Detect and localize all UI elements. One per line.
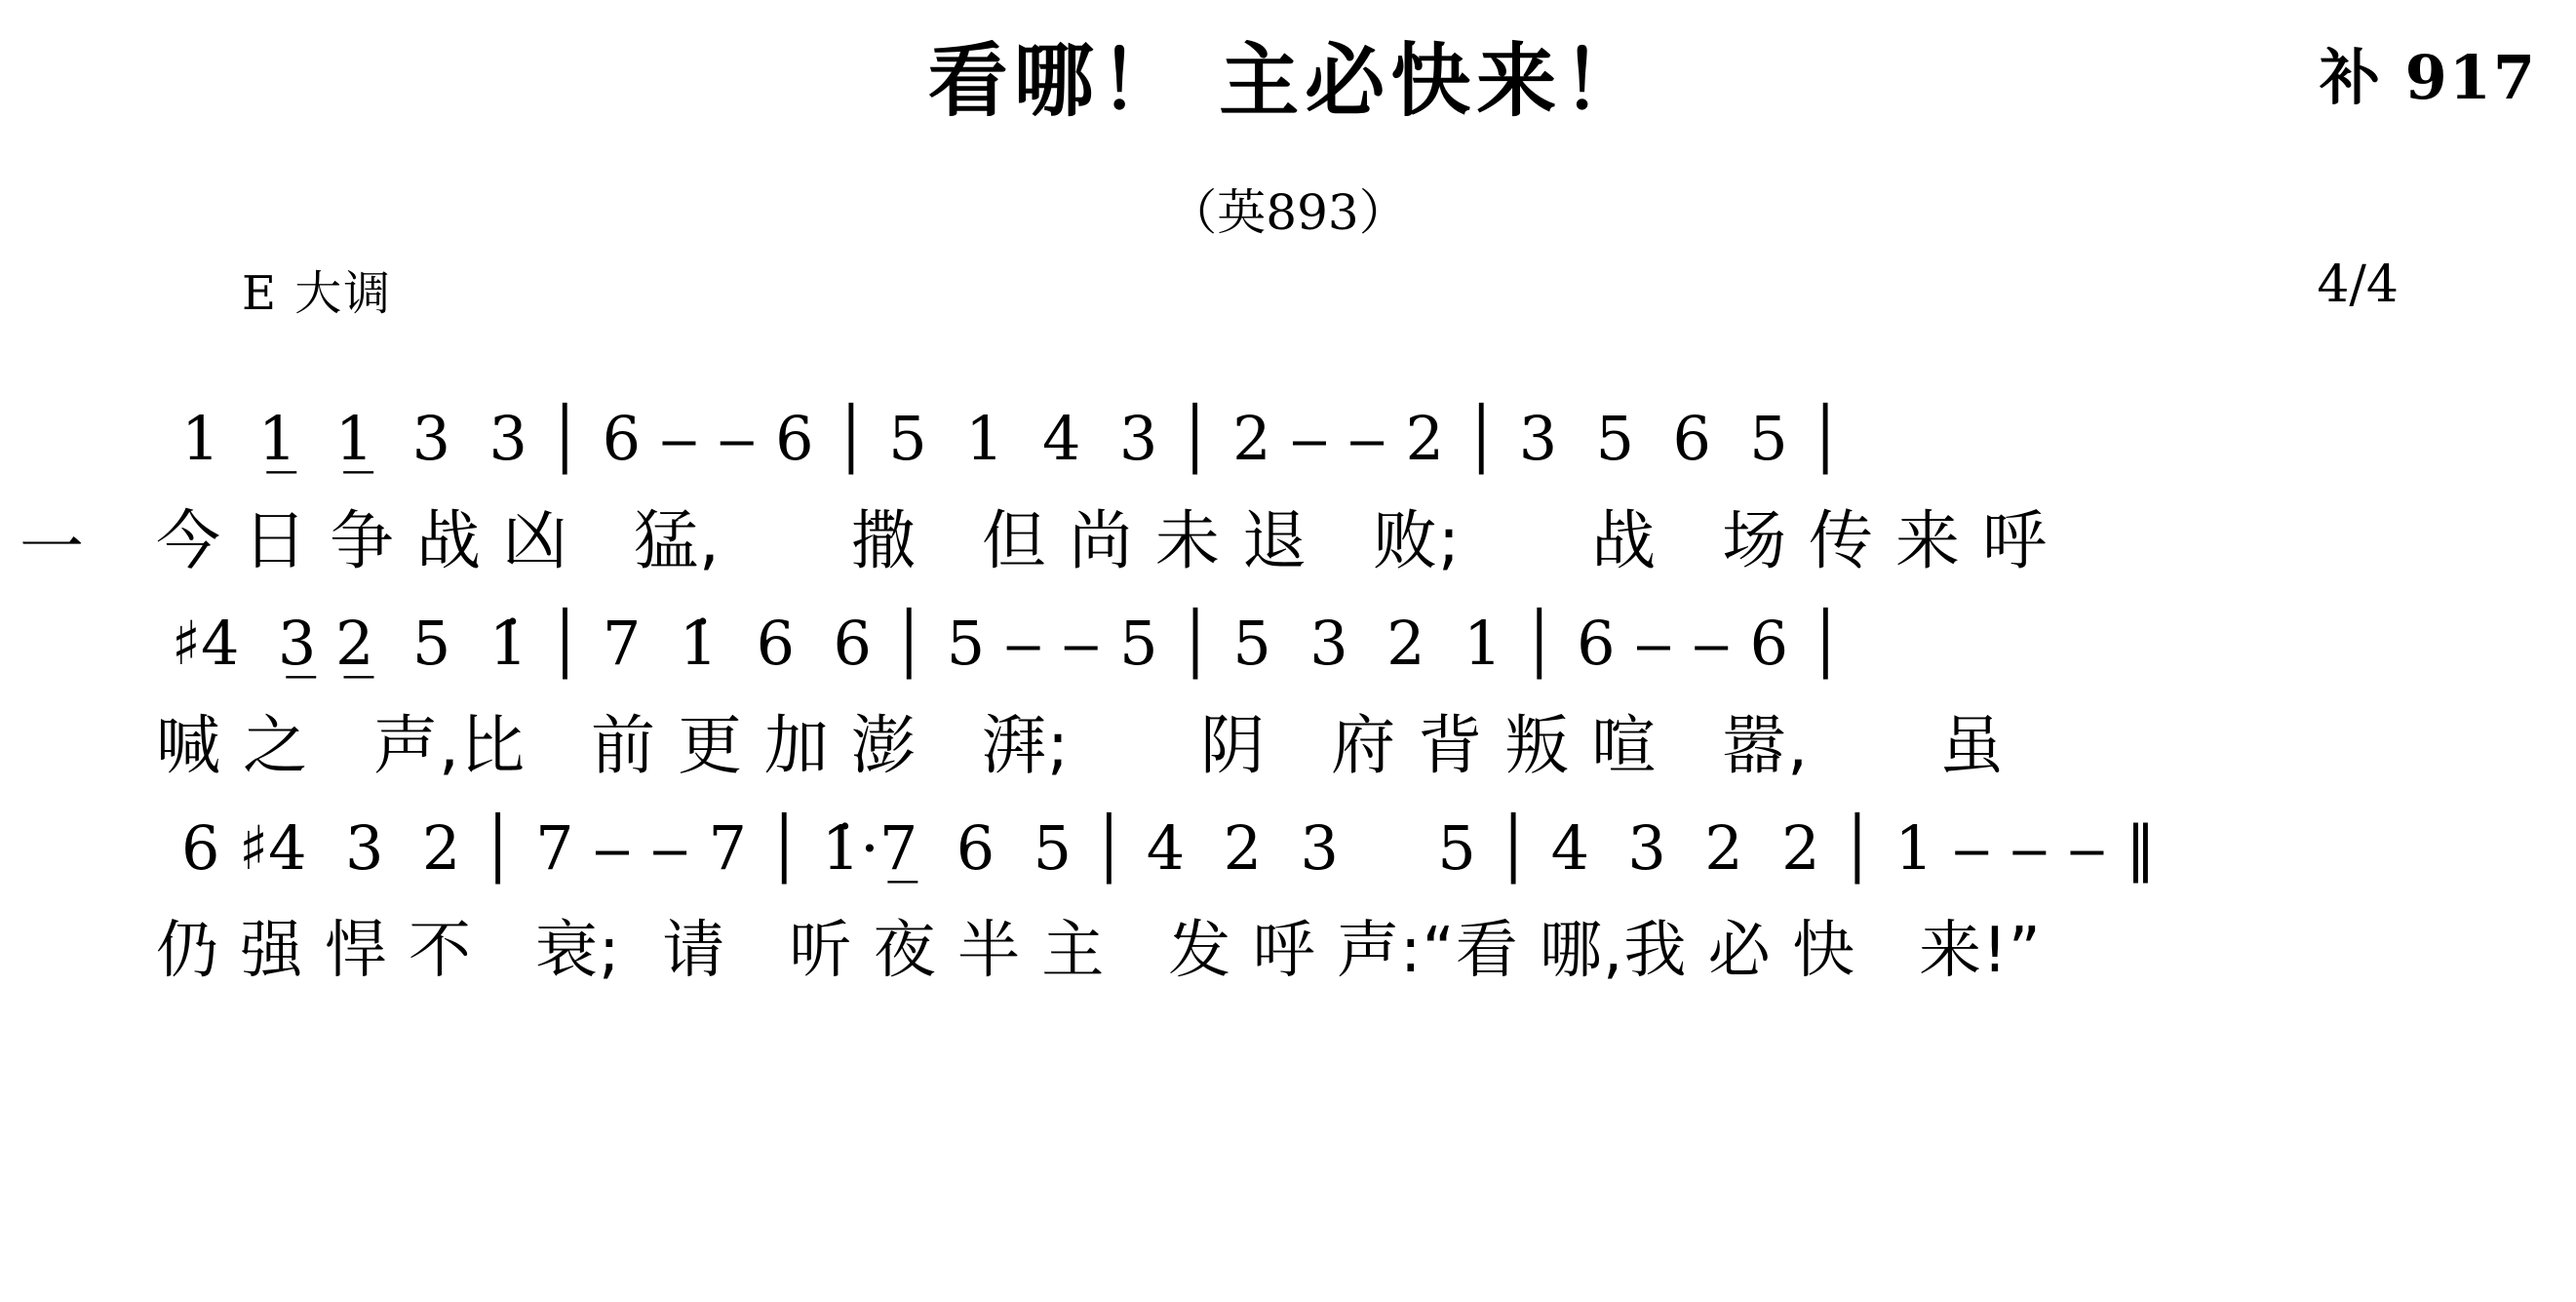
score-system: [0, 595, 2576, 800]
score-system: [0, 390, 2576, 595]
notation-line: 1 1̲ 1̲ 3 3 │ 6 ‒ ‒ 6 │ 5 1 4 3 │ 2 ‒ ‒ 2 │ 3 5 6 5 │: [181, 403, 1844, 474]
hymn-subtitle: （英893）: [1168, 184, 1408, 241]
score-system: [0, 800, 2576, 1005]
numbered-score: [0, 390, 2576, 1005]
stanza-number: 一: [20, 510, 84, 585]
notation-line: ♯4 3̲ 2̲ 5 1̇ │ 7 1̇ 6 6 │ 5 ‒ ‒ 5 │ 5 3 2 1 │ 6 ‒ ‒ 6 │: [172, 608, 1845, 679]
lyrics-line: 今 日 争 战 凶 猛, 撒 但 尚 未 退 败; 战 场 传 来 呼: [156, 503, 2049, 578]
time-signature: 4/4: [2317, 256, 2399, 314]
lyrics-line: 喊 之 声,比 前 更 加 澎 湃; 阴 府 背 叛 喧 嚣, 虽: [156, 708, 2006, 783]
hymn-number: 补 917: [2319, 42, 2537, 113]
page-title: 看哪！ 主必快来！: [927, 35, 1649, 128]
key-signature: E 大调: [242, 266, 393, 321]
notation-line: 6 ♯4 3 2 │ 7 ‒ ‒ 7 │ 1̇·7̲ 6 5 │ 4 2 3 5 │ 4 3 2 2 │ 1 ‒ ‒ ‒ ‖: [181, 812, 2156, 884]
lyrics-line: 仍 强 悍 不 衰; 请 听 夜 半 主 发 呼 声:“看 哪,我 必 快 来!”: [156, 915, 2042, 987]
